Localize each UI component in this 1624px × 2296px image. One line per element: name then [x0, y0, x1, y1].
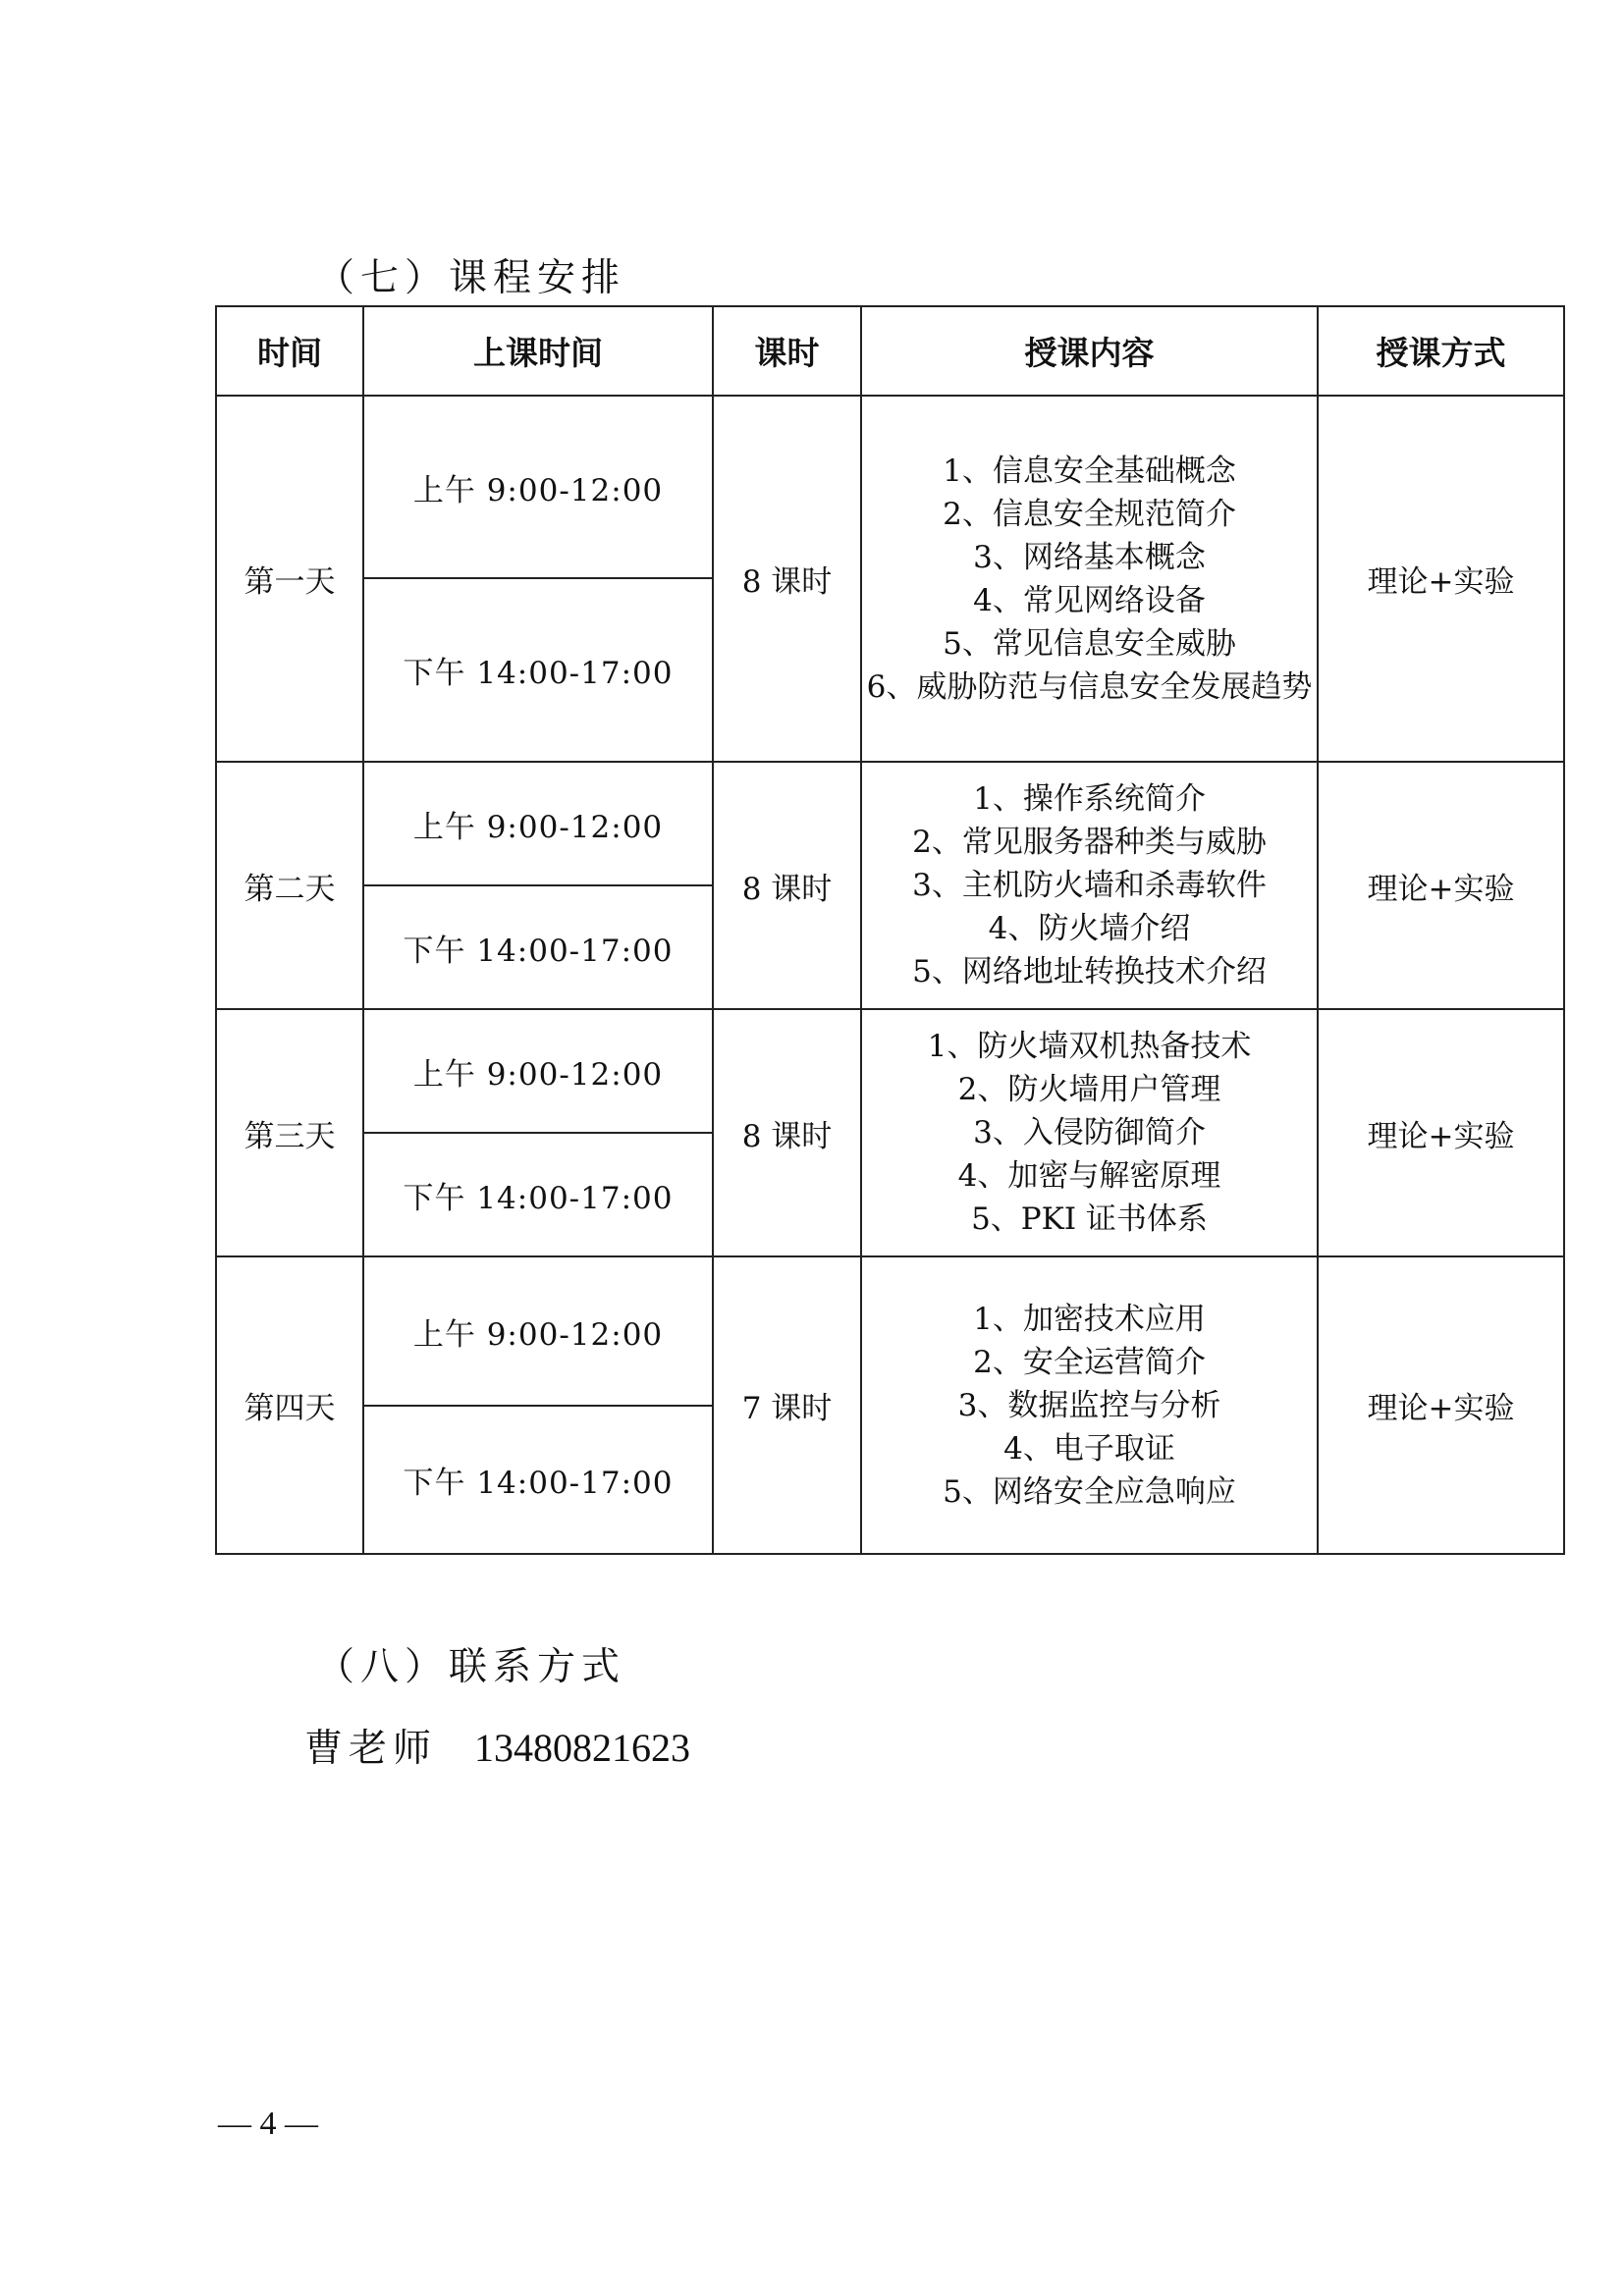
table-header-row — [216, 306, 1564, 396]
content-cell — [861, 1009, 1318, 1256]
table-row — [216, 1009, 1564, 1133]
afternoon-time-cell: 下午 14:00-17:00 — [363, 885, 713, 1009]
contact-phone: 13480821623 — [474, 1726, 691, 1770]
morning-time-cell: 上午 9:00-12:00 — [363, 1009, 713, 1133]
content-item: 4、常见网络设备 — [973, 582, 1206, 618]
content-item: 2、信息安全规范简介 — [943, 496, 1236, 532]
content-item: 1、信息安全基础概念 — [943, 453, 1236, 489]
contact-line — [304, 1718, 690, 1773]
header-hours: 课时 — [713, 306, 861, 396]
day-cell: 第一天 — [216, 396, 363, 762]
afternoon-time-cell: 下午 14:00-17:00 — [363, 1133, 713, 1256]
mode-cell: 理论+实验 — [1318, 396, 1564, 762]
content-item: 3、主机防火墙和杀毒软件 — [912, 868, 1267, 903]
afternoon-time-cell: 下午 14:00-17:00 — [363, 578, 713, 762]
afternoon-time-cell: 下午 14:00-17:00 — [363, 1406, 713, 1554]
content-item: 4、电子取证 — [1003, 1430, 1175, 1467]
header-content: 授课内容 — [861, 306, 1318, 396]
header-mode: 授课方式 — [1318, 306, 1564, 396]
content-item: 1、防火墙双机热备技术 — [927, 1029, 1252, 1064]
content-item: 3、入侵防御简介 — [973, 1115, 1206, 1150]
page-number: — 4 — — [218, 2106, 318, 2142]
schedule-section-heading: （七）课程安排 — [316, 256, 626, 300]
hours-cell: 7 课时 — [713, 1256, 861, 1554]
content-item: 1、加密技术应用 — [973, 1301, 1206, 1337]
day-cell: 第四天 — [216, 1256, 363, 1554]
day-cell: 第三天 — [216, 1009, 363, 1256]
content-cell — [861, 1256, 1318, 1554]
day-cell: 第二天 — [216, 762, 363, 1009]
content-cell — [861, 396, 1318, 762]
content-item: 5、网络地址转换技术介绍 — [912, 954, 1267, 989]
table-row — [216, 396, 1564, 578]
mode-cell: 理论+实验 — [1318, 762, 1564, 1009]
content-item: 3、网络基本概念 — [973, 539, 1206, 575]
content-item: 5、常见信息安全威胁 — [943, 625, 1236, 662]
hours-cell: 8 课时 — [713, 1009, 861, 1256]
mode-cell: 理论+实验 — [1318, 1256, 1564, 1554]
content-cell — [861, 762, 1318, 1009]
contact-section-heading: （八）联系方式 — [316, 1645, 626, 1689]
content-item: 2、常见服务器种类与威胁 — [912, 825, 1267, 860]
morning-time-cell: 上午 9:00-12:00 — [363, 1256, 713, 1406]
hours-cell: 8 课时 — [713, 762, 861, 1009]
content-item: 2、安全运营简介 — [973, 1344, 1206, 1380]
header-class-time: 上课时间 — [363, 306, 713, 396]
header-day: 时间 — [216, 306, 363, 396]
morning-time-cell: 上午 9:00-12:00 — [363, 762, 713, 885]
course-schedule-table — [215, 305, 1565, 1555]
content-item: 5、PKI 证书体系 — [971, 1201, 1208, 1237]
mode-cell: 理论+实验 — [1318, 1009, 1564, 1256]
content-item: 5、网络安全应急响应 — [943, 1473, 1236, 1510]
content-item: 6、威胁防范与信息安全发展趋势 — [866, 668, 1313, 705]
contact-name: 曹老师 — [304, 1727, 438, 1771]
content-item: 4、防火墙介绍 — [988, 911, 1191, 946]
morning-time-cell: 上午 9:00-12:00 — [363, 396, 713, 578]
content-item: 4、加密与解密原理 — [957, 1158, 1221, 1194]
content-item: 3、数据监控与分析 — [957, 1387, 1221, 1423]
table-row — [216, 1256, 1564, 1406]
table-row — [216, 762, 1564, 885]
content-item: 2、防火墙用户管理 — [957, 1072, 1221, 1107]
hours-cell: 8 课时 — [713, 396, 861, 762]
content-item: 1、操作系统简介 — [973, 781, 1206, 817]
